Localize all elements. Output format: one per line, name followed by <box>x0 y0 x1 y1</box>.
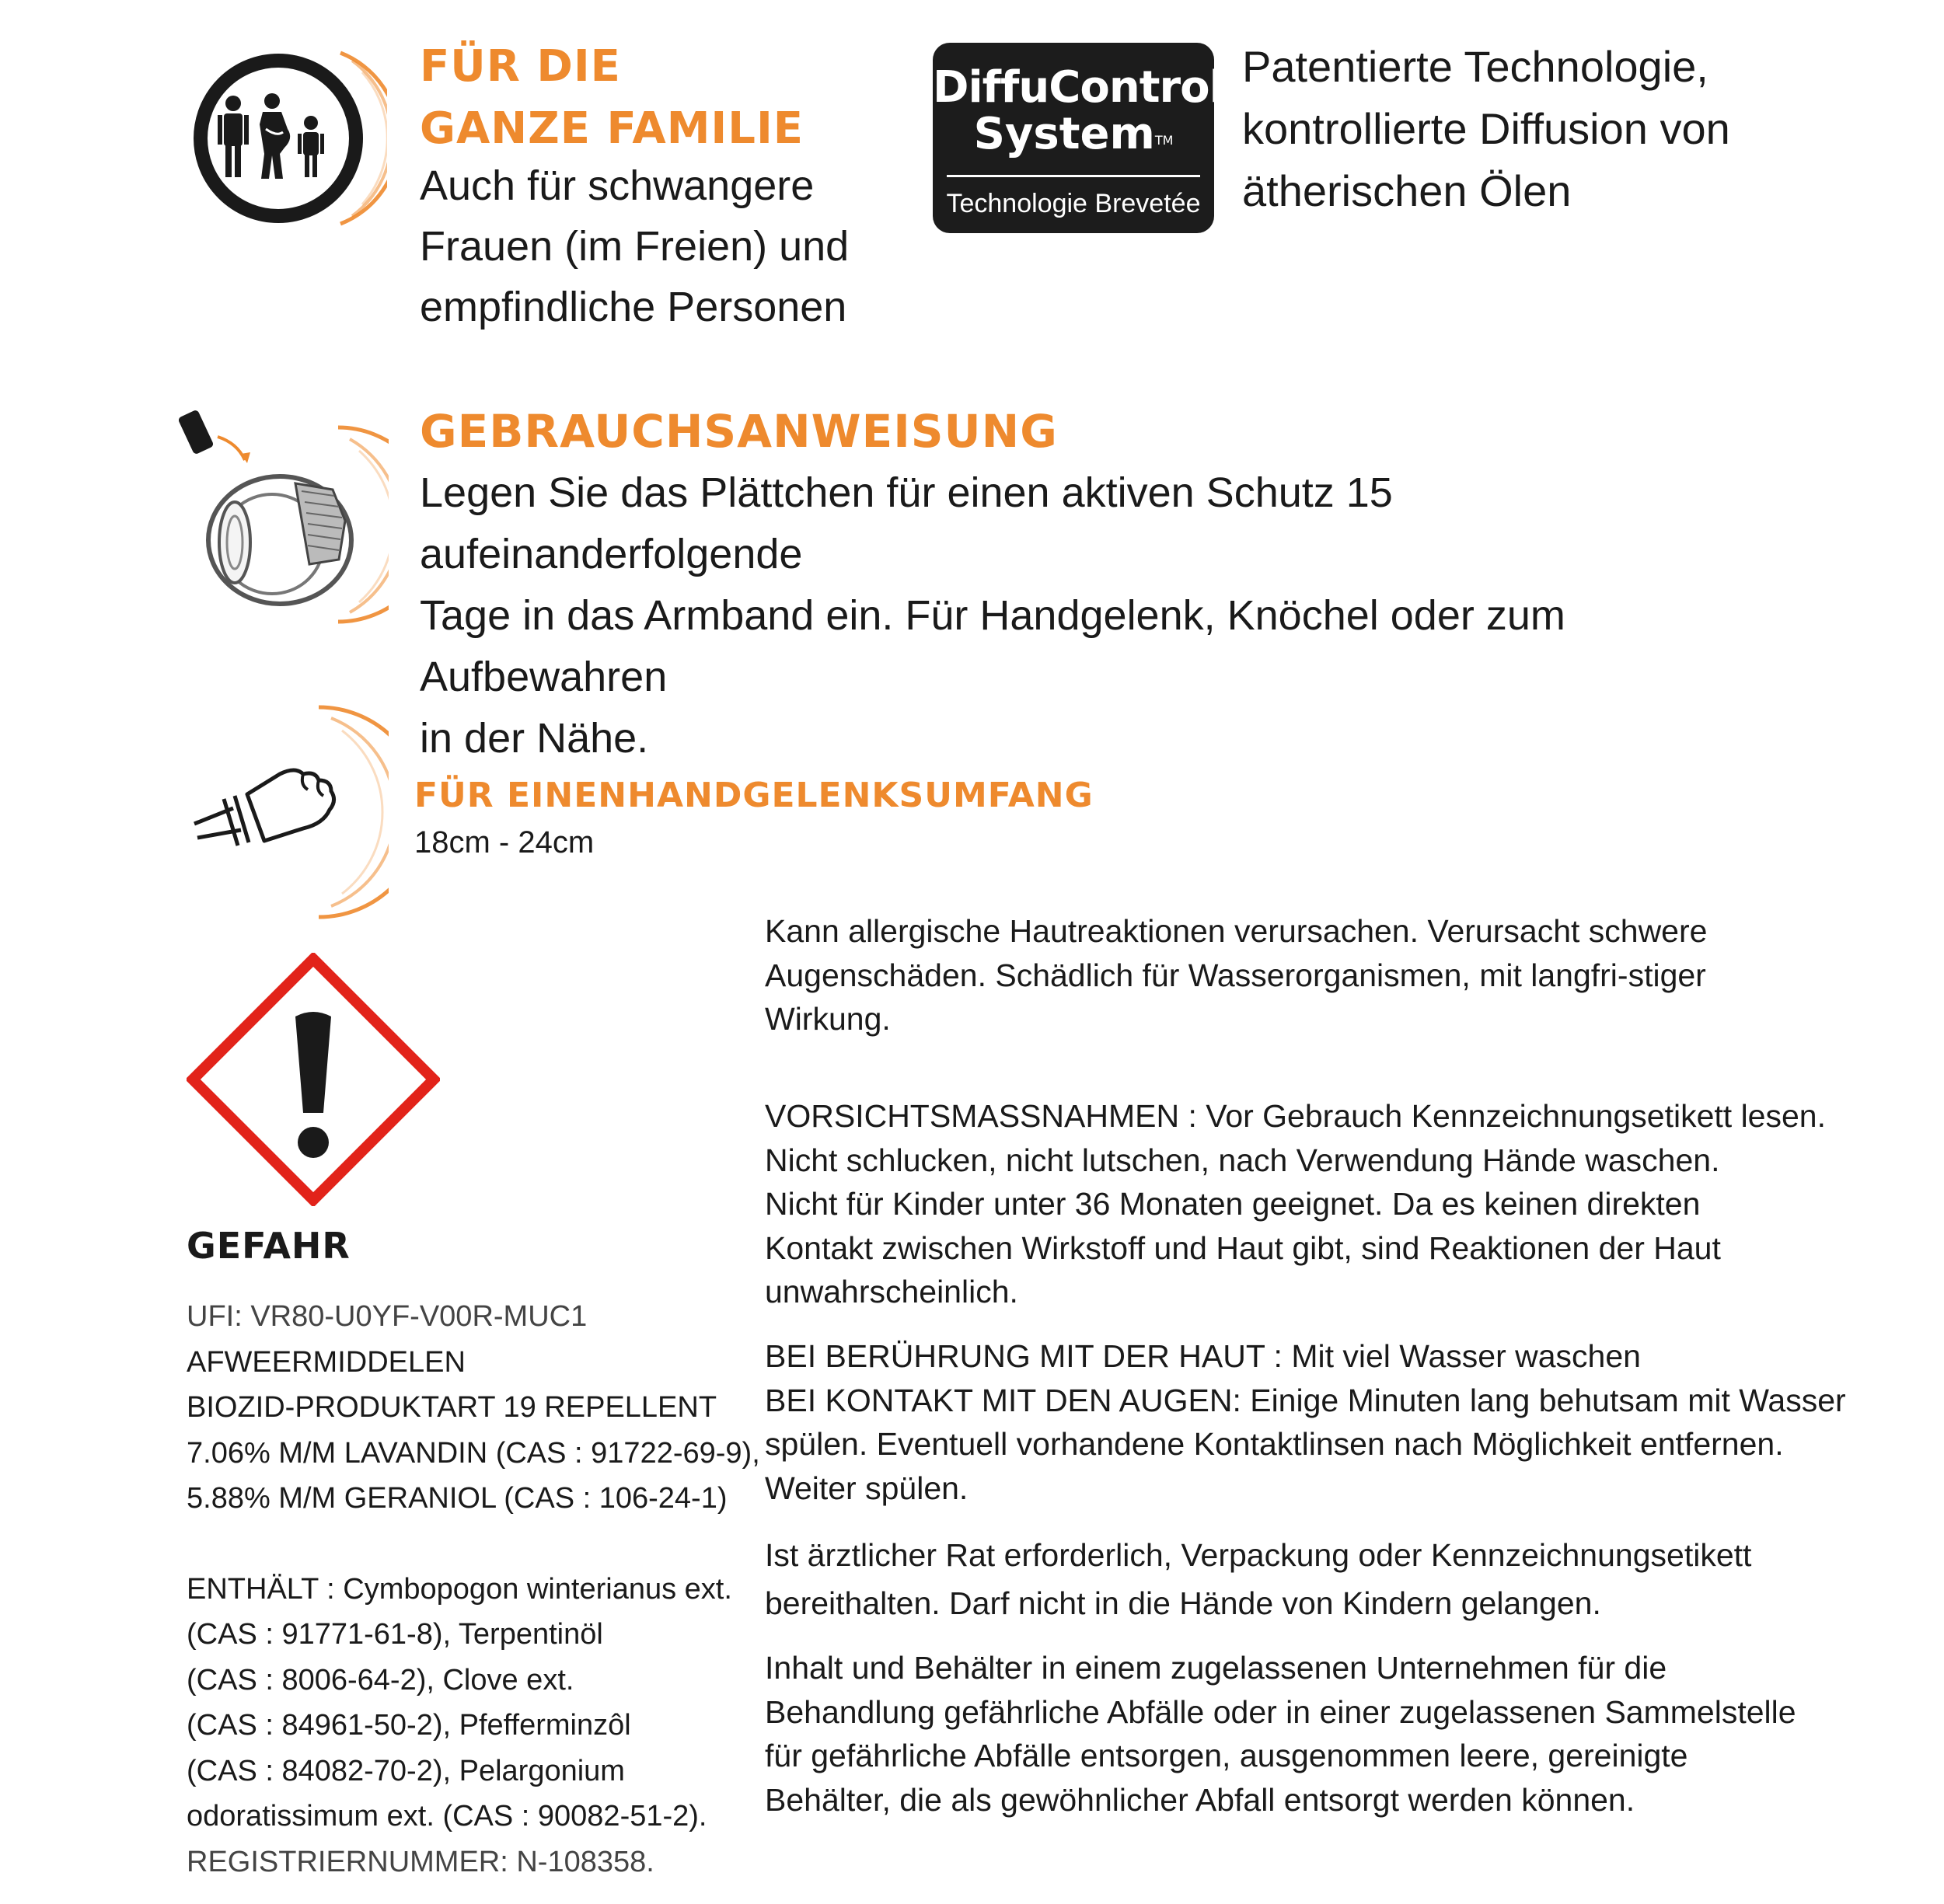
info-line: 5.88% M/M GERANIOL (CAS : 106-24-1) <box>187 1482 728 1515</box>
info-line: AFWEERMIDDELEN <box>187 1345 466 1379</box>
contains-line: (CAS : 91771-61-8), Terpentinöl <box>187 1618 603 1651</box>
badge-divider <box>947 175 1200 177</box>
family-heading-line-2: GANZE FAMILIE <box>420 103 804 154</box>
contains-line: ENTHÄLT : Cymbopogon winterianus ext. <box>187 1572 732 1606</box>
family-heading <box>420 36 804 160</box>
family-text-line: empfindliche Personen <box>420 284 847 330</box>
usage-text-line: Tage in das Armband ein. Für Handgelenk, Knöchel oder zum Aufbewahren <box>420 592 1565 700</box>
text-line: spülen. Eventuell vorhandene Kontaktlinsen nach Möglichkeit entfernen. <box>765 1426 1784 1462</box>
ghs-exclamation-icon <box>187 953 440 1206</box>
info-line: BIOZID-PRODUKTART 19 REPELLENT <box>187 1391 717 1424</box>
text-line: BEI BERÜHRUNG MIT DER HAUT : Mit viel Wasser waschen <box>765 1338 1641 1374</box>
hazard-label: GEFAHR <box>187 1225 351 1267</box>
contains-line: (CAS : 8006-64-2), Clove ext. <box>187 1663 574 1697</box>
bracelet-icon <box>179 404 389 629</box>
ufi-code: UFI: VR80-U0YF-V00R-MUC1 <box>187 1300 588 1333</box>
wrist-fist-icon <box>187 699 389 925</box>
text-line: bereithalten. Darf nicht in die Hände von Kindern gelangen. <box>765 1585 1601 1621</box>
usage-text-line: Legen Sie das Plättchen für einen aktiven Schutz 15 aufeinanderfolgende <box>420 469 1393 577</box>
text-line: Weiter spülen. <box>765 1470 969 1506</box>
contains-line: odoratissimum ext. (CAS : 90082-51-2). <box>187 1800 707 1833</box>
first-aid <box>765 1334 1846 1510</box>
text-line: Augenschäden. Schädlich für Wasserorganismen, mit langfri-stiger <box>765 957 1706 993</box>
usage-description <box>420 462 1663 769</box>
text-line: Nicht schlucken, nicht lutschen, nach Verwendung Hände waschen. <box>765 1142 1720 1178</box>
family-description <box>420 155 855 337</box>
wrist-heading: FÜR EINENHANDGELENKSUMFANG <box>414 776 1094 815</box>
wrist-range: 18cm - 24cm <box>414 825 595 860</box>
diffucontrol-badge <box>933 43 1223 233</box>
hazard-statements <box>765 909 1707 1041</box>
text-line: Behälter, die als gewöhnlicher Abfall entsorgt werden können. <box>765 1781 1635 1818</box>
text-line: VORSICHTSMASSNAHMEN : Vor Gebrauch Kennzeichnungsetikett lesen. <box>765 1098 1826 1134</box>
badge-line-1: DiffuControl <box>933 62 1223 113</box>
precautions <box>765 1094 1826 1314</box>
family-icon <box>185 37 387 239</box>
badge-line-2 <box>933 111 1214 158</box>
badge-line-3: Technologie Brevetée <box>946 189 1201 218</box>
patent-text-line: ätherischen Ölen <box>1242 166 1572 215</box>
usage-heading: GEBRAUCHSANWEISUNG <box>420 405 1058 458</box>
family-text-line: Frauen (im Freien) und <box>420 223 850 270</box>
text-line: unwahrscheinlich. <box>765 1274 1018 1309</box>
text-line: Nicht für Kinder unter 36 Monaten geeignet. Da es keinen direkten <box>765 1186 1701 1222</box>
text-line: Inhalt und Behälter in einem zugelassenen Unternehmen für die <box>765 1650 1667 1686</box>
text-line: BEI KONTAKT MIT DEN AUGEN: Einige Minuten lang behutsam mit Wasser <box>765 1382 1846 1418</box>
info-line: 7.06% M/M LAVANDIN (CAS : 91722-69-9), <box>187 1436 760 1470</box>
text-line: für gefährliche Abfälle entsorgen, ausgenommen leere, gereinigte <box>765 1738 1688 1773</box>
badge-system-text: System <box>973 109 1155 159</box>
text-line: Ist ärztlicher Rat erforderlich, Verpackung oder Kennzeichnungsetikett <box>765 1537 1752 1573</box>
usage-text-line: in der Nähe. <box>420 715 649 762</box>
text-line: Wirkung. <box>765 1001 891 1037</box>
medical-advice <box>765 1531 1751 1627</box>
text-line: Kontakt zwischen Wirkstoff und Haut gibt, sind Reaktionen der Haut <box>765 1229 1721 1266</box>
registration-number: REGISTRIERNUMMER: N-108358. <box>187 1845 654 1878</box>
patent-text-line: kontrollierte Diffusion von <box>1242 104 1730 153</box>
product-info <box>187 1294 760 1885</box>
disposal <box>765 1646 1796 1822</box>
family-heading-line-1: FÜR DIE <box>420 41 621 92</box>
badge-trademark: TM <box>1154 133 1174 148</box>
spacer <box>187 1522 715 1567</box>
patent-description <box>1242 36 1740 222</box>
text-line: Kann allergische Hautreaktionen verursachen. Verursacht schwere <box>765 913 1708 949</box>
family-text-line: Auch für schwangere <box>420 162 815 209</box>
contains-line: (CAS : 84961-50-2), Pfefferminzôl <box>187 1709 631 1742</box>
patent-text-line: Patentierte Technologie, <box>1242 42 1708 91</box>
text-line: Behandlung gefährliche Abfälle oder in einer zugelassenen Sammelstelle <box>765 1693 1796 1730</box>
contains-line: (CAS : 84082-70-2), Pelargonium <box>187 1754 625 1787</box>
